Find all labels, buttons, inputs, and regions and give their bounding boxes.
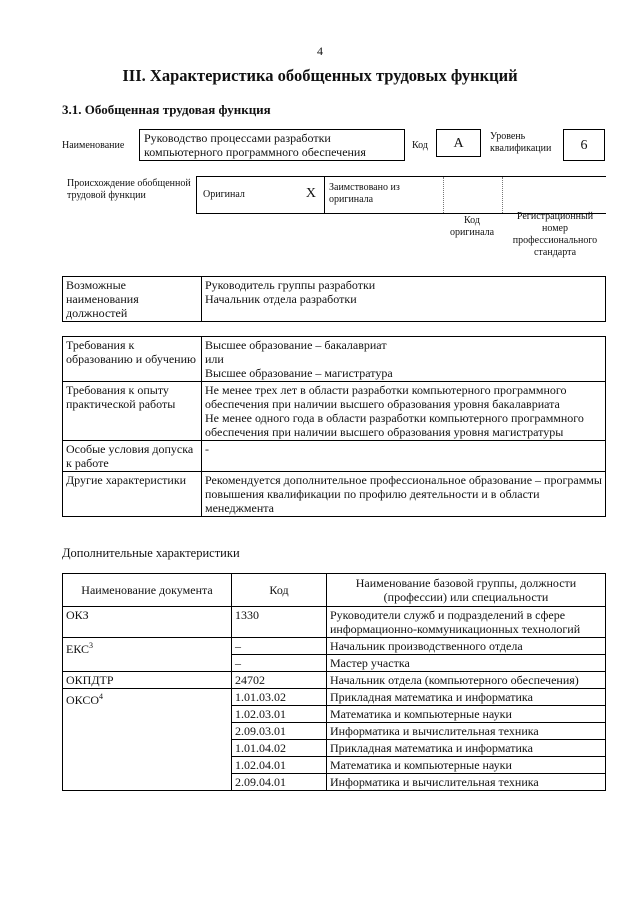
origin-reg-cell bbox=[503, 177, 607, 213]
document-name: ОКСО bbox=[66, 693, 100, 707]
reg-number-caption: Регистрационный номер профессионального стандарта bbox=[512, 211, 598, 258]
code-cell: – bbox=[232, 638, 327, 655]
requirement-label: Требования к образованию и обучению bbox=[63, 337, 202, 382]
positions-table bbox=[62, 276, 606, 322]
table-row bbox=[63, 689, 606, 706]
name-cell: Начальник отдела (компьютерного обеспечения) bbox=[327, 672, 606, 689]
requirement-label: Особые условия допуска к работе bbox=[63, 441, 202, 472]
origin-borrowed-cell bbox=[325, 177, 443, 213]
requirement-line: Рекомендуется дополнительное профессиональное образование – программы повышения квалификации по профилю деятельности и в области менеджмента bbox=[205, 473, 602, 515]
code-cell: 1330 bbox=[232, 607, 327, 638]
name-cell: Прикладная математика и информатика bbox=[327, 689, 606, 706]
additional-rows bbox=[63, 607, 606, 791]
name-cell: Прикладная математика и информатика bbox=[327, 740, 606, 757]
table-row bbox=[63, 672, 606, 689]
document-name: ЕКС bbox=[66, 642, 90, 656]
position-item: Начальник отдела разработки bbox=[205, 292, 357, 306]
origin-row bbox=[196, 176, 606, 214]
positions-values bbox=[202, 277, 606, 322]
table-row bbox=[63, 607, 606, 638]
original-mark: X bbox=[305, 186, 316, 201]
code-cell: 1.01.04.02 bbox=[232, 740, 327, 757]
additional-table bbox=[62, 573, 606, 791]
positions-row bbox=[63, 277, 606, 322]
document-cell bbox=[63, 689, 232, 791]
requirement-label: Другие характеристики bbox=[63, 472, 202, 517]
requirement-value bbox=[202, 441, 606, 472]
name-label: Наименование bbox=[62, 140, 125, 151]
name-cell: Мастер участка bbox=[327, 655, 606, 672]
code-cell: 1.02.03.01 bbox=[232, 706, 327, 723]
additional-title: Дополнительные характеристики bbox=[62, 546, 240, 560]
code-cell: 2.09.03.01 bbox=[232, 723, 327, 740]
header-document: Наименование документа bbox=[63, 574, 232, 607]
qualification-level-box: 6 bbox=[563, 129, 605, 161]
header-code: Код bbox=[232, 574, 327, 607]
page-number: 4 bbox=[317, 44, 323, 58]
code-label: Код bbox=[412, 140, 428, 151]
document-cell bbox=[63, 607, 232, 638]
code-cell: 1.02.04.01 bbox=[232, 757, 327, 774]
requirement-line: или bbox=[205, 352, 224, 366]
requirement-row bbox=[63, 441, 606, 472]
table-row bbox=[63, 638, 606, 655]
requirement-line: Не менее трех лет в области разработки компьютерного программного обеспечения при наличии высшего образования уровня бакалавриата bbox=[205, 383, 567, 411]
section-title: III. Характеристика обобщенных трудовых функций bbox=[122, 66, 518, 85]
code-original-caption: Код оригинала bbox=[449, 215, 495, 238]
document-cell bbox=[63, 672, 232, 689]
requirement-line: Высшее образование – бакалавриат bbox=[205, 338, 387, 352]
name-cell: Руководители служб и подразделений в сфере информационно-коммуникационных технологий bbox=[327, 607, 606, 638]
origin-original-cell bbox=[197, 177, 325, 213]
requirement-value bbox=[202, 472, 606, 517]
name-cell: Математика и компьютерные науки bbox=[327, 706, 606, 723]
requirement-line: - bbox=[205, 442, 209, 456]
footnote-mark: 3 bbox=[89, 641, 94, 650]
name-cell: Информатика и вычислительная техника bbox=[327, 723, 606, 740]
additional-header-row bbox=[63, 574, 606, 607]
origin-label: Происхождение обобщенной трудовой функции bbox=[67, 178, 191, 201]
header-name: Наименование базовой группы, должности (профессии) или специальности bbox=[327, 574, 606, 607]
document-name: ОКЗ bbox=[66, 608, 89, 622]
level-label: Уровень квалификации bbox=[490, 131, 552, 154]
subsection-title: 3.1. Обобщенная трудовая функция bbox=[62, 102, 271, 117]
document-cell bbox=[63, 638, 232, 672]
name-cell: Математика и компьютерные науки bbox=[327, 757, 606, 774]
positions-label: Возможные наименования должностей bbox=[63, 277, 202, 322]
code-cell: – bbox=[232, 655, 327, 672]
code-cell: 2.09.04.01 bbox=[232, 774, 327, 791]
original-label: Оригинал bbox=[203, 189, 245, 200]
requirement-row bbox=[63, 337, 606, 382]
position-item: Руководитель группы разработки bbox=[205, 278, 376, 292]
requirement-line: Не менее одного года в области разработки компьютерного программного обеспечения при наличии высшего образования уровня магистратуры bbox=[205, 411, 584, 439]
code-cell: 24702 bbox=[232, 672, 327, 689]
requirement-row bbox=[63, 472, 606, 517]
document-name: ОКПДТР bbox=[66, 673, 114, 687]
requirement-value bbox=[202, 382, 606, 441]
footnote-mark: 4 bbox=[99, 692, 104, 701]
requirement-label: Требования к опыту практической работы bbox=[63, 382, 202, 441]
name-cell: Информатика и вычислительная техника bbox=[327, 774, 606, 791]
name-cell: Начальник производственного отдела bbox=[327, 638, 606, 655]
requirements-table bbox=[62, 336, 606, 517]
requirement-line: Высшее образование – магистратура bbox=[205, 366, 393, 380]
origin-code-cell bbox=[443, 177, 503, 213]
function-code-box: A bbox=[436, 129, 481, 157]
code-cell: 1.01.03.02 bbox=[232, 689, 327, 706]
requirement-value bbox=[202, 337, 606, 382]
borrowed-label: Заимствовано из оригинала bbox=[329, 182, 400, 205]
requirement-row bbox=[63, 382, 606, 441]
function-name-box: Руководство процессами разработки компьютерного программного обеспечения bbox=[139, 129, 405, 161]
